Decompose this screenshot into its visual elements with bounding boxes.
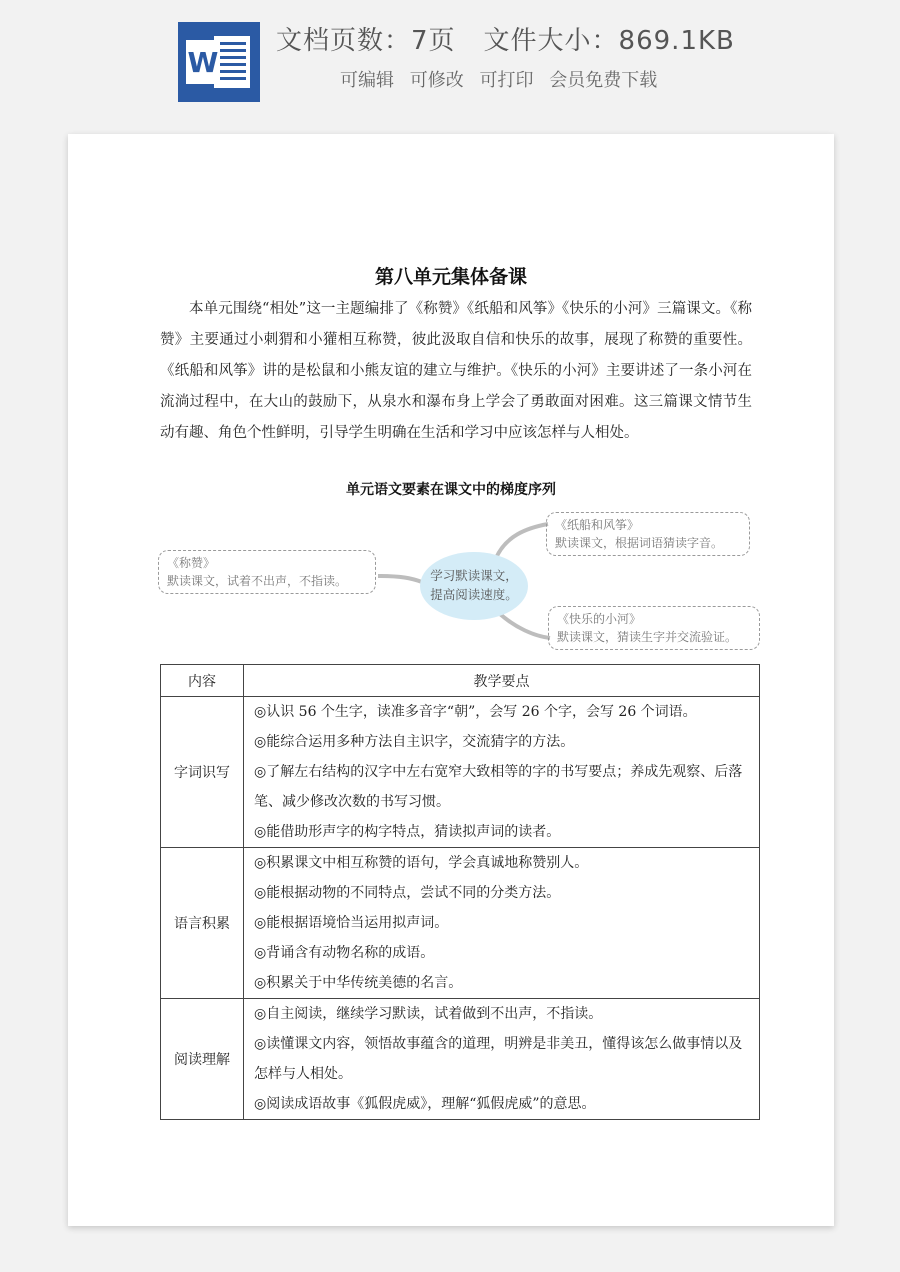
download-header <box>0 0 900 120</box>
teaching-point: ◎读懂课文内容，领悟故事蕴含的道理，明辨是非美丑，懂得该怎么做事情以及怎样与人相处。 <box>254 1036 743 1082</box>
sequence-title: 单元语文要素在课文中的梯度序列 <box>346 482 556 498</box>
row-category: 阅读理解 <box>161 999 244 1120</box>
mind-map-diagram <box>156 506 762 666</box>
central-goal-line: 提高阅读速度。 <box>430 587 518 602</box>
file-info <box>276 20 735 57</box>
page-count-label: 文档页数：7页 <box>276 26 456 56</box>
teaching-point: ◎阅读成语故事《狐假虎威》，理解“狐假虎威”的意思。 <box>254 1096 596 1112</box>
feature-modifiable: 可修改 <box>409 70 464 91</box>
lesson-node-title: 《纸船和风筝》 <box>555 518 640 532</box>
teaching-point: ◎能借助形声字的构字特点，猜读拟声词的读者。 <box>254 824 561 840</box>
file-size-label: 文件大小：869.1KB <box>483 26 735 56</box>
feature-printable: 可打印 <box>479 70 534 91</box>
row-category: 字词识写 <box>161 697 244 848</box>
feature-editable: 可编辑 <box>340 70 394 91</box>
table-header-row <box>161 665 760 697</box>
row-points <box>244 697 760 848</box>
row-points <box>244 848 760 999</box>
feature-list <box>340 66 667 92</box>
lesson-node-text: 默读课文，试着不出声，不指读。 <box>167 574 348 588</box>
teaching-point: ◎能综合运用多种方法自主识字，交流猜字的方法。 <box>254 734 575 750</box>
table-row <box>161 999 760 1120</box>
word-document-icon <box>178 22 260 102</box>
lesson-node-zhichuan <box>546 512 750 556</box>
lesson-node-text: 默读课文，根据词语猜读字音。 <box>555 536 724 550</box>
teaching-point: ◎认识 56 个生字，读准多音字“朝”，会写 26 个字，会写 26 个词语。 <box>254 704 697 720</box>
lesson-node-title: 《快乐的小河》 <box>557 612 642 626</box>
row-category: 语言积累 <box>161 848 244 999</box>
table-row <box>161 697 760 848</box>
teaching-point: ◎积累课文中相互称赞的语句，学会真诚地称赞别人。 <box>254 855 589 871</box>
teaching-point: ◎能根据动物的不同特点，尝试不同的分类方法。 <box>254 885 561 901</box>
document-title: 第八单元集体备课 <box>374 266 527 288</box>
teaching-point: ◎积累关于中华传统美德的名言。 <box>254 975 463 991</box>
header-content: 内容 <box>161 665 244 697</box>
teaching-point: ◎能根据语境恰当运用拟声词。 <box>254 915 449 931</box>
header-teaching-points: 教学要点 <box>244 665 760 697</box>
teaching-points-table <box>160 664 760 1120</box>
intro-paragraph: 本单元围绕“相处”这一主题编排了《称赞》《纸船和风筝》《快乐的小河》三篇课文。《称赞》主要通过小刺猬和小獾相互称赞，彼此汲取自信和快乐的故事，展现了称赞的重要性。《纸船和风筝》讲的是松鼠和小熊友谊的建立与维护。《快乐的小河》主要讲述了一条小河在流淌过程中，在大山的鼓励下，从泉水和瀑布身上学会了勇敢面对困难。这三篇课文情节生动有趣、角色个性鲜明，引导学生明确在生活和学习中应该怎样与人相处。 <box>160 301 752 441</box>
central-goal-line: 学习默读课文， <box>430 568 518 583</box>
lesson-node-chengzan <box>158 550 376 594</box>
feature-member-download: 会员免费下载 <box>549 70 658 91</box>
teaching-point: ◎背诵含有动物名称的成语。 <box>254 945 435 961</box>
svg-text:W: W <box>187 46 219 79</box>
document-page <box>68 134 834 1226</box>
teaching-point: ◎自主阅读，继续学习默读，试着做到不出声，不指读。 <box>254 1006 603 1022</box>
lesson-node-xiaohe <box>548 606 760 650</box>
table-row <box>161 848 760 999</box>
lesson-node-title: 《称赞》 <box>167 556 216 570</box>
central-goal-node <box>420 552 528 620</box>
teaching-point: ◎了解左右结构的汉字中左右宽窄大致相等的字的书写要点；养成先观察、后落笔、减少修改次数的书写习惯。 <box>254 764 743 810</box>
row-points <box>244 999 760 1120</box>
lesson-node-text: 默读课文，猜读生字并交流验证。 <box>557 630 738 644</box>
